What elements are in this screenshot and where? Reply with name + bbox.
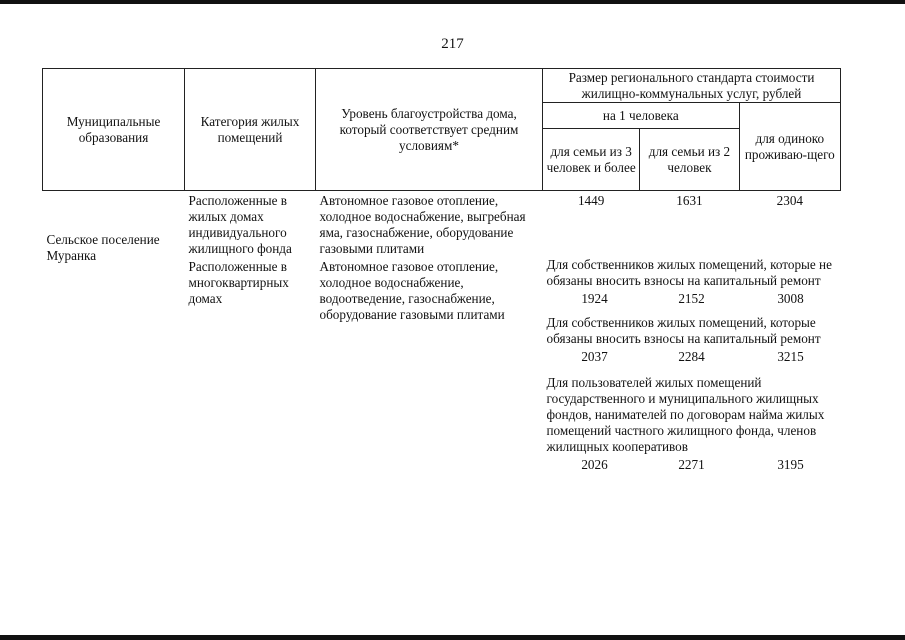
header-level: Уровень благоустройства дома, который соответствует средним условиям* [316, 69, 543, 191]
group-2 [543, 307, 841, 365]
header-single: для одиноко проживаю-щего [739, 103, 840, 191]
group-1 [543, 257, 841, 307]
group-1-family2-value: 2152 [678, 291, 705, 306]
group-2-label: Для собственников жилых помещений, которые обязаны вносить взносы на капитальный ремонт [546, 315, 821, 346]
standards-table [42, 68, 841, 473]
header-family3: для семьи из 3 человек и более [543, 129, 640, 191]
settlement-name: Сельское поселение Муранка [46, 232, 160, 263]
group-1-family3-value: 1924 [581, 291, 608, 306]
header-family2: для семьи из 2 человек [640, 129, 739, 191]
group-2-family3-value: 2037 [581, 349, 608, 364]
group-3-family2-value: 2271 [678, 457, 705, 472]
group-3 [543, 365, 841, 473]
group-3-single-value: 3195 [777, 457, 804, 472]
header-size: Размер регионального стандарта стоимости жилищно-коммунальных услуг, рублей [543, 69, 841, 103]
header-per-person: на 1 человека [543, 103, 740, 129]
row1-level: Автономное газовое отопление, холодное водоснабжение, выгребная яма, газоснабжение, оборудование газовыми плитами [319, 193, 526, 256]
header-municipality: Муниципальные образования [43, 69, 185, 191]
page-number: 217 [441, 36, 464, 52]
group-2-single-value: 3215 [777, 349, 804, 364]
header-category: Категория жилых помещений [185, 69, 316, 191]
group-1-single-value: 3008 [777, 291, 804, 306]
row1-category: Расположенные в жилых домах индивидуального жилищного фонда [188, 193, 292, 256]
top-border [0, 0, 905, 4]
row2-groups [543, 257, 841, 473]
row2-level: Автономное газовое отопление, холодное водоснабжение, водоотведение, газоснабжение, оборудование газовыми плитами [319, 259, 505, 322]
group-1-label: Для собственников жилых помещений, которые не обязаны вносить взносы на капитальный ремонт [546, 257, 832, 288]
row1-family3-value: 1449 [577, 193, 605, 208]
bottom-border [0, 635, 905, 640]
row2-category: Расположенные в многоквартирных домах [188, 259, 289, 306]
group-3-family3-value: 2026 [581, 457, 608, 472]
group-2-family2-value: 2284 [678, 349, 705, 364]
row1-family2-value: 1631 [676, 193, 703, 208]
group-3-label: Для пользователей жилых помещений государственного и муниципального жилищных фондов, нанимателей по договорам найма жилых помещений частного жилищного фонда, членов жилищных кооперативов [546, 375, 825, 454]
table-row [43, 191, 841, 258]
row1-single-value: 2304 [776, 193, 803, 208]
